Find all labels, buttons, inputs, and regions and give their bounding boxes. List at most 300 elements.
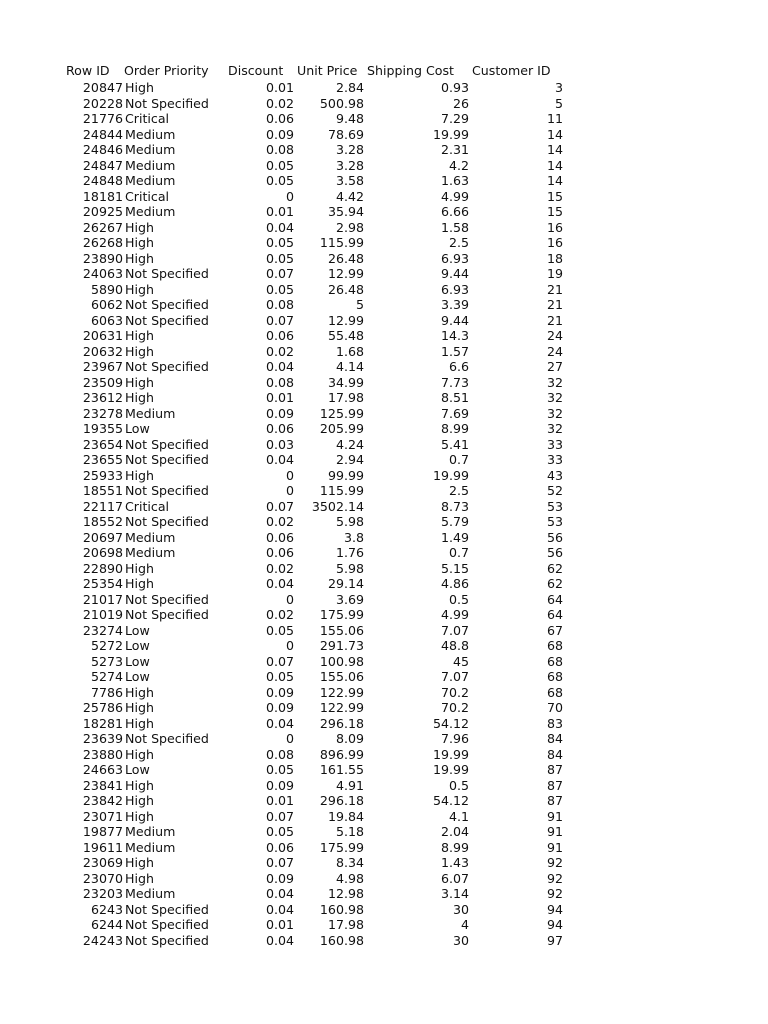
table-row — [0, 297, 768, 313]
cell-order-priority: Low — [125, 653, 150, 669]
header-discount: Discount — [228, 63, 284, 78]
cell-discount: 0.01 — [265, 80, 294, 95]
cell-discount: 0.09 — [265, 870, 294, 886]
cell-unit-price: 12.98 — [327, 886, 364, 901]
cell-discount: 0.05 — [265, 157, 294, 173]
table-row — [0, 623, 768, 639]
cell-order-priority: Not Specified — [125, 932, 209, 948]
cell-row-id: 23203 — [82, 886, 123, 901]
cell-discount: 0.08 — [265, 297, 294, 312]
table-row — [0, 142, 768, 158]
cell-row-id: 26268 — [82, 235, 123, 250]
cell-customer-id: 21 — [546, 281, 563, 297]
cell-discount: 0 — [285, 591, 294, 607]
table-row — [0, 933, 768, 949]
cell-unit-price: 5.98 — [335, 514, 364, 529]
cell-shipping-cost: 19.99 — [432, 746, 469, 762]
cell-customer-id: 18 — [546, 250, 563, 266]
cell-order-priority: High — [125, 374, 154, 390]
cell-row-id: 25786 — [82, 700, 123, 715]
cell-shipping-cost: 2.04 — [440, 824, 469, 839]
cell-unit-price: 9.48 — [335, 111, 364, 126]
cell-shipping-cost: 54.12 — [432, 715, 469, 731]
cell-customer-id: 68 — [546, 669, 563, 684]
cell-unit-price: 115.99 — [319, 483, 364, 498]
cell-discount: 0.01 — [265, 390, 294, 405]
cell-discount: 0.07 — [265, 312, 294, 328]
table-row — [0, 902, 768, 918]
cell-row-id: 23880 — [82, 746, 123, 762]
cell-unit-price: 19.84 — [327, 808, 364, 824]
table-row — [0, 886, 768, 902]
cell-customer-id: 14 — [546, 157, 563, 173]
cell-order-priority: High — [125, 576, 154, 591]
cell-row-id: 21776 — [82, 111, 123, 126]
cell-unit-price: 4.98 — [335, 870, 364, 886]
cell-unit-price: 296.18 — [319, 715, 364, 731]
cell-shipping-cost: 8.99 — [440, 421, 469, 436]
cell-row-id: 19611 — [82, 839, 123, 855]
header-order-priority: Order Priority — [124, 63, 209, 78]
cell-shipping-cost: 6.93 — [440, 250, 469, 266]
cell-row-id: 20925 — [82, 204, 123, 219]
cell-discount: 0.05 — [265, 173, 294, 188]
cell-discount: 0.06 — [265, 529, 294, 545]
table-row — [0, 421, 768, 437]
table-row — [0, 809, 768, 825]
cell-discount: 0.06 — [265, 328, 294, 343]
cell-order-priority: High — [125, 250, 154, 266]
table-header — [0, 62, 768, 80]
table-row — [0, 685, 768, 701]
cell-order-priority: Not Specified — [125, 312, 209, 328]
cell-customer-id: 94 — [546, 917, 563, 932]
cell-unit-price: 175.99 — [319, 607, 364, 622]
cell-customer-id: 43 — [546, 467, 563, 483]
cell-unit-price: 5.18 — [335, 824, 364, 839]
header-shipping-cost: Shipping Cost — [367, 63, 454, 78]
cell-unit-price: 100.98 — [319, 653, 364, 669]
cell-shipping-cost: 5.15 — [440, 560, 469, 576]
table-row — [0, 824, 768, 840]
cell-shipping-cost: 7.73 — [440, 374, 469, 390]
cell-customer-id: 14 — [546, 142, 563, 157]
cell-unit-price: 1.76 — [335, 545, 364, 560]
header-row-id: Row ID — [66, 63, 110, 78]
cell-order-priority: Medium — [125, 405, 176, 421]
table-row — [0, 762, 768, 778]
table-row — [0, 251, 768, 267]
table-row — [0, 576, 768, 592]
cell-row-id: 23842 — [82, 793, 123, 808]
cell-customer-id: 92 — [546, 855, 563, 870]
cell-customer-id: 91 — [546, 808, 563, 824]
table-row — [0, 871, 768, 887]
cell-row-id: 21017 — [82, 591, 123, 607]
cell-order-priority: Not Specified — [125, 483, 209, 498]
cell-customer-id: 94 — [546, 901, 563, 917]
cell-unit-price: 26.48 — [327, 281, 364, 297]
cell-shipping-cost: 4.99 — [440, 607, 469, 622]
cell-row-id: 23612 — [82, 390, 123, 405]
cell-order-priority: Critical — [125, 498, 170, 514]
cell-order-priority: Low — [125, 638, 150, 653]
cell-row-id: 20631 — [82, 328, 123, 343]
cell-order-priority: Medium — [125, 824, 176, 839]
cell-discount: 0.09 — [265, 126, 294, 142]
cell-order-priority: Low — [125, 762, 150, 777]
cell-customer-id: 21 — [546, 297, 563, 312]
cell-unit-price: 12.99 — [327, 312, 364, 328]
cell-row-id: 7786 — [90, 684, 123, 700]
cell-shipping-cost: 70.2 — [440, 700, 469, 715]
cell-shipping-cost: 0.93 — [440, 80, 469, 95]
cell-order-priority: High — [125, 328, 154, 343]
table-row — [0, 282, 768, 298]
cell-customer-id: 62 — [546, 576, 563, 591]
cell-customer-id: 33 — [546, 436, 563, 452]
cell-discount: 0.07 — [265, 653, 294, 669]
table-row — [0, 638, 768, 654]
cell-shipping-cost: 1.58 — [440, 219, 469, 235]
cell-shipping-cost: 4.1 — [448, 808, 469, 824]
table-row — [0, 778, 768, 794]
cell-row-id: 18552 — [82, 514, 123, 529]
cell-discount: 0.04 — [265, 886, 294, 901]
cell-order-priority: Not Specified — [125, 731, 209, 746]
table-row — [0, 406, 768, 422]
cell-shipping-cost: 0.7 — [448, 452, 469, 467]
cell-row-id: 5272 — [90, 638, 123, 653]
table-row — [0, 375, 768, 391]
table-row — [0, 514, 768, 530]
cell-order-priority: Not Specified — [125, 901, 209, 917]
table-row — [0, 793, 768, 809]
cell-shipping-cost: 4.99 — [440, 188, 469, 204]
cell-unit-price: 3.28 — [335, 142, 364, 157]
cell-discount: 0.04 — [265, 576, 294, 591]
cell-unit-price: 29.14 — [327, 576, 364, 591]
cell-order-priority: Not Specified — [125, 452, 209, 467]
cell-row-id: 20632 — [82, 343, 123, 359]
cell-customer-id: 56 — [546, 529, 563, 545]
table-row — [0, 437, 768, 453]
cell-unit-price: 17.98 — [327, 917, 364, 932]
cell-unit-price: 26.48 — [327, 250, 364, 266]
table-row — [0, 731, 768, 747]
cell-unit-price: 2.98 — [335, 219, 364, 235]
cell-discount: 0.05 — [265, 824, 294, 839]
cell-unit-price: 125.99 — [319, 405, 364, 421]
cell-unit-price: 3.58 — [335, 173, 364, 188]
cell-row-id: 19877 — [82, 824, 123, 839]
cell-customer-id: 87 — [546, 777, 563, 793]
cell-row-id: 23655 — [82, 452, 123, 467]
cell-unit-price: 8.34 — [335, 855, 364, 870]
cell-unit-price: 500.98 — [319, 95, 364, 111]
cell-unit-price: 4.42 — [335, 188, 364, 204]
cell-row-id: 5274 — [90, 669, 123, 684]
cell-row-id: 24844 — [82, 126, 123, 142]
cell-unit-price: 34.99 — [327, 374, 364, 390]
cell-shipping-cost: 1.57 — [440, 343, 469, 359]
cell-customer-id: 32 — [546, 374, 563, 390]
cell-discount: 0.05 — [265, 235, 294, 250]
cell-order-priority: High — [125, 219, 154, 235]
table-row — [0, 111, 768, 127]
table-row — [0, 189, 768, 205]
cell-customer-id: 56 — [546, 545, 563, 560]
cell-order-priority: Medium — [125, 173, 176, 188]
table-row — [0, 390, 768, 406]
cell-unit-price: 122.99 — [319, 700, 364, 715]
cell-discount: 0.05 — [265, 622, 294, 638]
cell-shipping-cost: 19.99 — [432, 126, 469, 142]
table-row — [0, 235, 768, 251]
cell-customer-id: 83 — [546, 715, 563, 731]
cell-order-priority: Not Specified — [125, 514, 209, 529]
table-row — [0, 359, 768, 375]
cell-row-id: 20697 — [82, 529, 123, 545]
cell-order-priority: Not Specified — [125, 266, 209, 281]
cell-shipping-cost: 30 — [452, 932, 469, 948]
cell-customer-id: 16 — [546, 235, 563, 250]
cell-discount: 0.07 — [265, 498, 294, 514]
cell-row-id: 23071 — [82, 808, 123, 824]
cell-discount: 0.07 — [265, 266, 294, 281]
cell-customer-id: 92 — [546, 870, 563, 886]
cell-customer-id: 32 — [546, 421, 563, 436]
cell-discount: 0.09 — [265, 405, 294, 421]
table-row — [0, 313, 768, 329]
cell-customer-id: 3 — [554, 80, 563, 95]
cell-shipping-cost: 9.44 — [440, 266, 469, 281]
cell-order-priority: High — [125, 715, 154, 731]
cell-order-priority: High — [125, 746, 154, 762]
cell-customer-id: 14 — [546, 126, 563, 142]
cell-shipping-cost: 1.63 — [440, 173, 469, 188]
cell-discount: 0.06 — [265, 839, 294, 855]
cell-row-id: 6243 — [90, 901, 123, 917]
cell-customer-id: 62 — [546, 560, 563, 576]
table-row — [0, 855, 768, 871]
cell-row-id: 18181 — [82, 188, 123, 204]
cell-shipping-cost: 1.49 — [440, 529, 469, 545]
cell-discount: 0.04 — [265, 359, 294, 374]
cell-shipping-cost: 30 — [452, 901, 469, 917]
header-unit-price: Unit Price — [297, 63, 358, 78]
cell-discount: 0.04 — [265, 901, 294, 917]
cell-customer-id: 24 — [546, 343, 563, 359]
cell-row-id: 6062 — [90, 297, 123, 312]
cell-row-id: 24663 — [82, 762, 123, 777]
cell-row-id: 5890 — [90, 281, 123, 297]
cell-unit-price: 291.73 — [319, 638, 364, 653]
table-row — [0, 917, 768, 933]
cell-discount: 0.04 — [265, 219, 294, 235]
cell-unit-price: 896.99 — [319, 746, 364, 762]
cell-discount: 0.09 — [265, 777, 294, 793]
table-row — [0, 204, 768, 220]
cell-order-priority: High — [125, 855, 154, 870]
cell-unit-price: 3.8 — [343, 529, 364, 545]
cell-discount: 0.01 — [265, 204, 294, 219]
table-row — [0, 840, 768, 856]
cell-unit-price: 122.99 — [319, 684, 364, 700]
cell-discount: 0.05 — [265, 281, 294, 297]
table-row — [0, 483, 768, 499]
cell-row-id: 6063 — [90, 312, 123, 328]
cell-customer-id: 84 — [546, 746, 563, 762]
cell-order-priority: High — [125, 808, 154, 824]
cell-order-priority: High — [125, 343, 154, 359]
cell-order-priority: Medium — [125, 545, 176, 560]
cell-discount: 0.09 — [265, 700, 294, 715]
cell-customer-id: 15 — [546, 188, 563, 204]
cell-customer-id: 68 — [546, 653, 563, 669]
cell-row-id: 23639 — [82, 731, 123, 746]
cell-row-id: 22890 — [82, 560, 123, 576]
cell-order-priority: Medium — [125, 126, 176, 142]
table-row — [0, 80, 768, 96]
cell-discount: 0.03 — [265, 436, 294, 452]
cell-customer-id: 19 — [546, 266, 563, 281]
cell-unit-price: 99.99 — [327, 467, 364, 483]
table-row — [0, 158, 768, 174]
table-body — [0, 80, 768, 948]
cell-shipping-cost: 8.73 — [440, 498, 469, 514]
cell-order-priority: High — [125, 700, 154, 715]
cell-customer-id: 87 — [546, 762, 563, 777]
cell-customer-id: 24 — [546, 328, 563, 343]
cell-discount: 0.02 — [265, 343, 294, 359]
cell-unit-price: 155.06 — [319, 669, 364, 684]
cell-customer-id: 91 — [546, 839, 563, 855]
cell-shipping-cost: 14.3 — [440, 328, 469, 343]
cell-shipping-cost: 3.39 — [440, 297, 469, 312]
cell-discount: 0.04 — [265, 932, 294, 948]
cell-unit-price: 3.28 — [335, 157, 364, 173]
cell-shipping-cost: 19.99 — [432, 762, 469, 777]
cell-shipping-cost: 70.2 — [440, 684, 469, 700]
cell-row-id: 22117 — [82, 498, 123, 514]
header-customer-id: Customer ID — [472, 63, 551, 78]
cell-discount: 0.06 — [265, 545, 294, 560]
cell-order-priority: Critical — [125, 188, 170, 204]
cell-discount: 0.02 — [265, 607, 294, 622]
cell-row-id: 19355 — [82, 421, 123, 436]
cell-unit-price: 12.99 — [327, 266, 364, 281]
cell-order-priority: Low — [125, 421, 150, 436]
cell-discount: 0.01 — [265, 917, 294, 932]
cell-discount: 0.09 — [265, 684, 294, 700]
cell-discount: 0.08 — [265, 374, 294, 390]
cell-customer-id: 14 — [546, 173, 563, 188]
cell-unit-price: 55.48 — [327, 328, 364, 343]
cell-order-priority: Not Specified — [125, 591, 209, 607]
cell-shipping-cost: 0.7 — [448, 545, 469, 560]
cell-discount: 0.04 — [265, 452, 294, 467]
cell-order-priority: High — [125, 281, 154, 297]
cell-shipping-cost: 19.99 — [432, 467, 469, 483]
cell-shipping-cost: 7.69 — [440, 405, 469, 421]
cell-order-priority: Low — [125, 669, 150, 684]
cell-unit-price: 3.69 — [335, 591, 364, 607]
cell-unit-price: 4.24 — [335, 436, 364, 452]
cell-customer-id: 84 — [546, 731, 563, 746]
cell-unit-price: 78.69 — [327, 126, 364, 142]
cell-order-priority: Medium — [125, 529, 176, 545]
cell-order-priority: Not Specified — [125, 297, 209, 312]
cell-shipping-cost: 2.5 — [448, 235, 469, 250]
cell-customer-id: 5 — [554, 95, 563, 111]
cell-shipping-cost: 5.79 — [440, 514, 469, 529]
table-row — [0, 545, 768, 561]
cell-shipping-cost: 7.07 — [440, 669, 469, 684]
cell-row-id: 25933 — [82, 467, 123, 483]
cell-row-id: 24243 — [82, 932, 123, 948]
table-row — [0, 561, 768, 577]
cell-unit-price: 17.98 — [327, 390, 364, 405]
cell-customer-id: 11 — [546, 111, 563, 126]
table-row — [0, 747, 768, 763]
cell-shipping-cost: 7.29 — [440, 111, 469, 126]
cell-order-priority: Not Specified — [125, 917, 209, 932]
cell-unit-price: 2.94 — [335, 452, 364, 467]
cell-unit-price: 5.98 — [335, 560, 364, 576]
cell-customer-id: 21 — [546, 312, 563, 328]
cell-customer-id: 16 — [546, 219, 563, 235]
cell-order-priority: High — [125, 235, 154, 250]
cell-order-priority: Medium — [125, 839, 176, 855]
cell-unit-price: 115.99 — [319, 235, 364, 250]
cell-row-id: 24847 — [82, 157, 123, 173]
cell-row-id: 18281 — [82, 715, 123, 731]
cell-discount: 0.07 — [265, 855, 294, 870]
cell-shipping-cost: 6.66 — [440, 204, 469, 219]
cell-row-id: 24848 — [82, 173, 123, 188]
cell-shipping-cost: 4 — [460, 917, 469, 932]
cell-unit-price: 5 — [355, 297, 364, 312]
cell-order-priority: Medium — [125, 142, 176, 157]
cell-discount: 0.05 — [265, 762, 294, 777]
cell-unit-price: 205.99 — [319, 421, 364, 436]
cell-row-id: 23509 — [82, 374, 123, 390]
cell-customer-id: 67 — [546, 622, 563, 638]
table-row — [0, 127, 768, 143]
cell-shipping-cost: 7.07 — [440, 622, 469, 638]
cell-row-id: 24063 — [82, 266, 123, 281]
cell-customer-id: 68 — [546, 638, 563, 653]
cell-unit-price: 3502.14 — [311, 498, 364, 514]
cell-shipping-cost: 0.5 — [448, 591, 469, 607]
cell-row-id: 23654 — [82, 436, 123, 452]
cell-customer-id: 33 — [546, 452, 563, 467]
cell-customer-id: 68 — [546, 684, 563, 700]
cell-unit-price: 35.94 — [327, 204, 364, 219]
cell-row-id: 23967 — [82, 359, 123, 374]
cell-unit-price: 296.18 — [319, 793, 364, 808]
table-row — [0, 220, 768, 236]
cell-order-priority: High — [125, 793, 154, 808]
cell-unit-price: 1.68 — [335, 343, 364, 359]
cell-order-priority: Medium — [125, 886, 176, 901]
cell-customer-id: 27 — [546, 359, 563, 374]
cell-discount: 0 — [285, 188, 294, 204]
cell-shipping-cost: 1.43 — [440, 855, 469, 870]
cell-row-id: 23278 — [82, 405, 123, 421]
cell-row-id: 5273 — [90, 653, 123, 669]
